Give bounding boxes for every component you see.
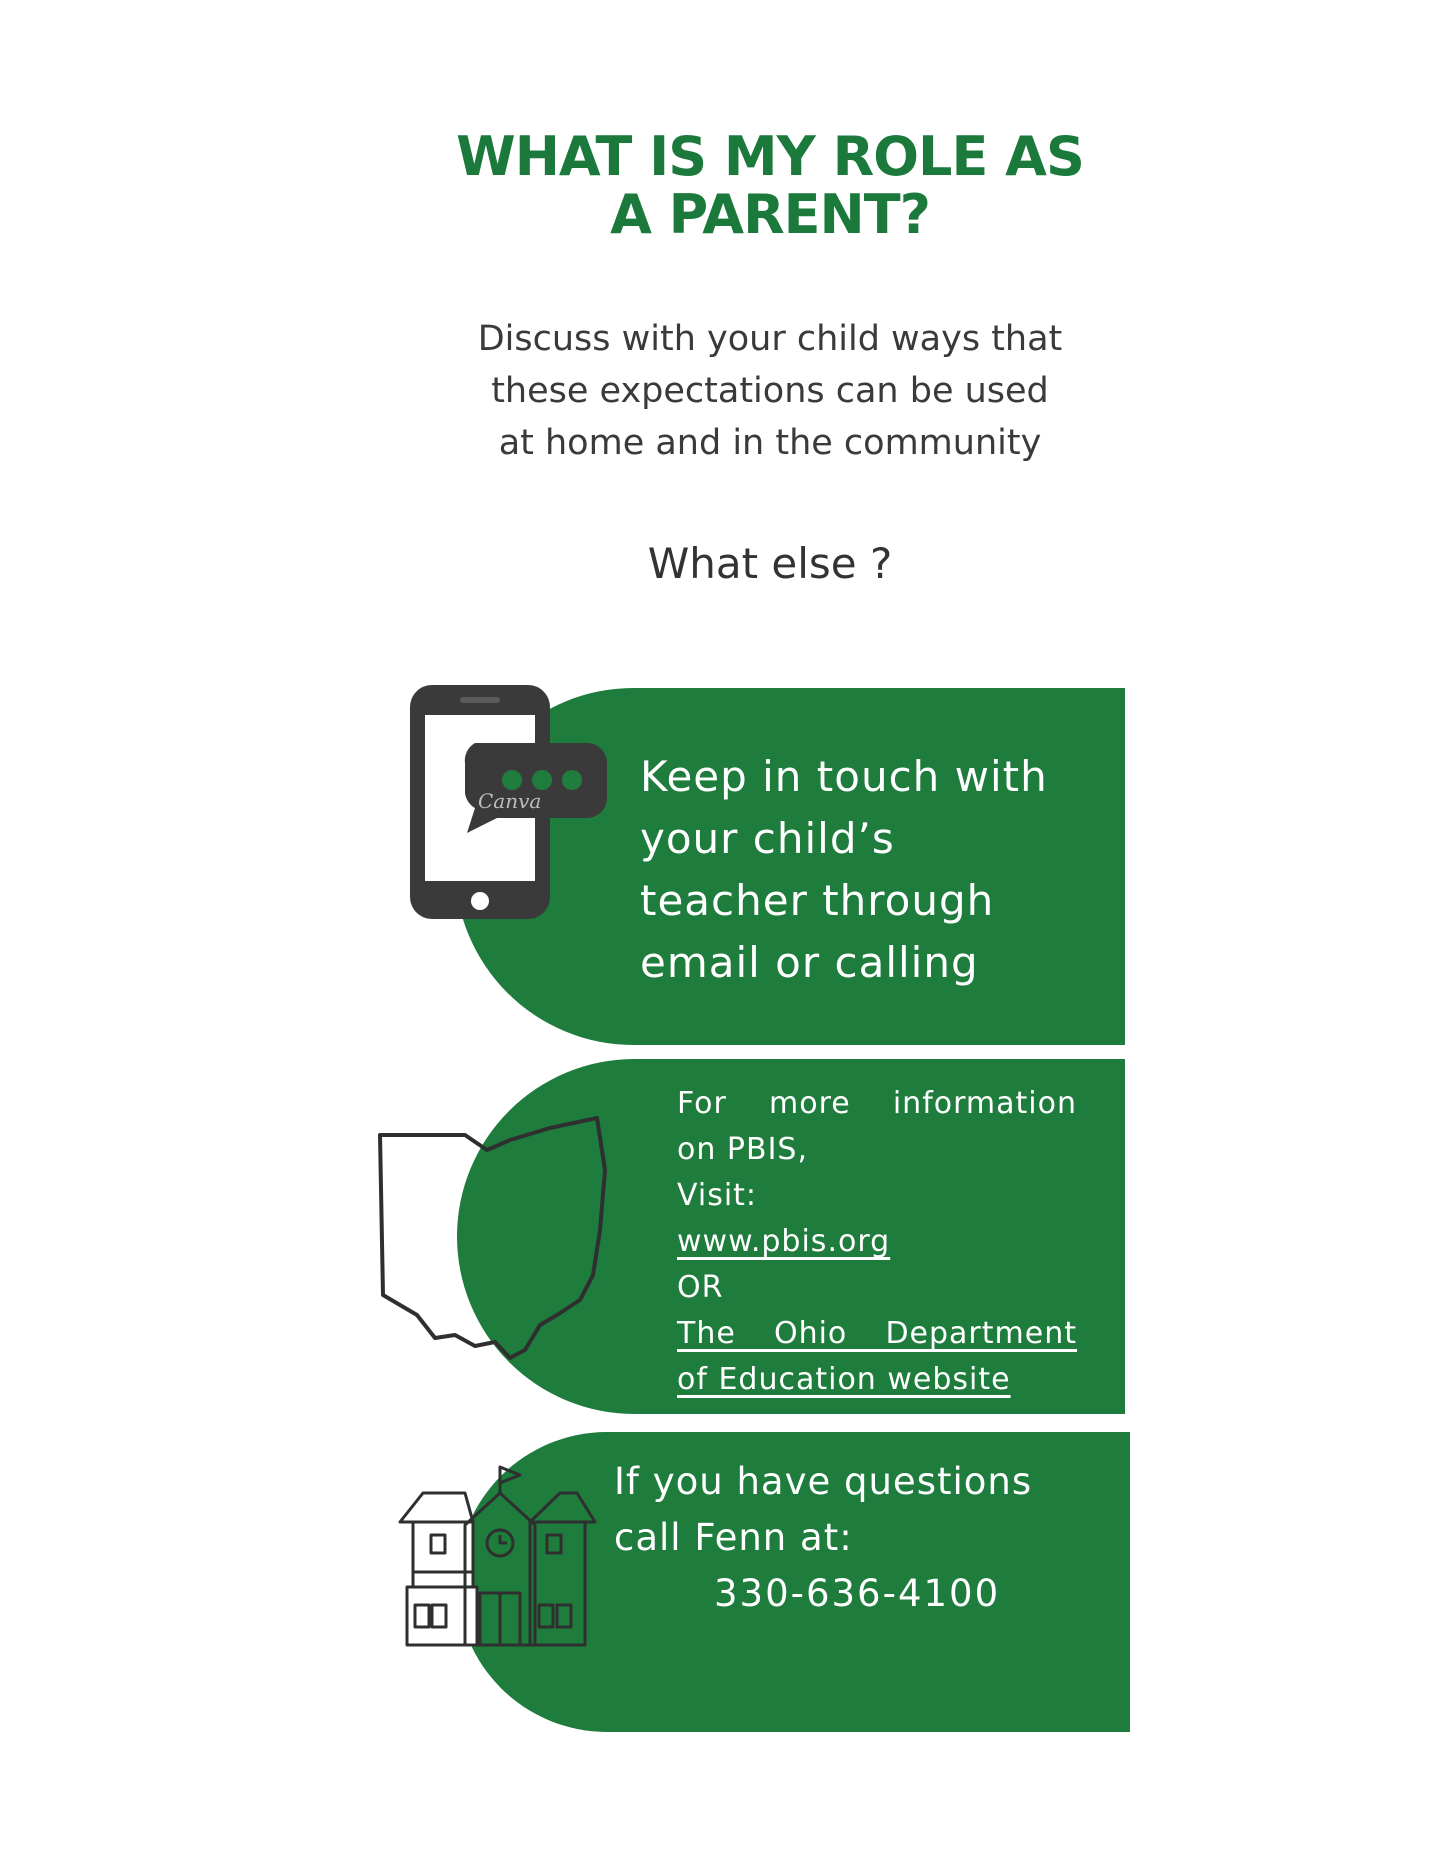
info-line-1: For more information (677, 1086, 1077, 1121)
phone-chat-icon (405, 683, 605, 923)
contact-line-2: your child’s (640, 814, 895, 863)
info-line-2: on PBIS, (677, 1132, 809, 1167)
info-line-3: Visit: (677, 1178, 758, 1213)
ohio-map-icon (375, 1110, 615, 1370)
pbis-info-text (677, 1081, 1077, 1403)
what-else-heading: What else ? (647, 539, 893, 588)
contact-line-1: Keep in touch with (640, 752, 1048, 801)
questions-line-1: If you have questions (614, 1460, 1033, 1503)
canva-watermark: Canva (478, 789, 542, 813)
questions-text (614, 1454, 1084, 1622)
title-line-1: WHAT IS MY ROLE AS (456, 125, 1084, 188)
contact-teacher-text (640, 746, 1100, 994)
page-title (420, 125, 1120, 246)
ohio-education-link-line-1[interactable]: The Ohio Department (677, 1316, 1077, 1351)
title-line-2: A PARENT? (610, 183, 930, 246)
pbis-website-link[interactable]: www.pbis.org (677, 1224, 891, 1259)
questions-line-2: call Fenn at: (614, 1516, 853, 1559)
contact-line-3: teacher through (640, 876, 995, 925)
contact-line-4: email or calling (640, 938, 979, 987)
ohio-education-link-line-2[interactable]: of Education website (677, 1362, 1011, 1397)
intro-line-3: at home and in the community (498, 423, 1042, 463)
intro-line-1: Discuss with your child ways that (477, 319, 1063, 359)
intro-line-2: these expectations can be used (491, 371, 1049, 411)
intro-text (420, 313, 1120, 469)
phone-number: 330-636-4100 (714, 1572, 1001, 1615)
school-building-icon (395, 1465, 595, 1665)
info-or: OR (677, 1270, 724, 1305)
